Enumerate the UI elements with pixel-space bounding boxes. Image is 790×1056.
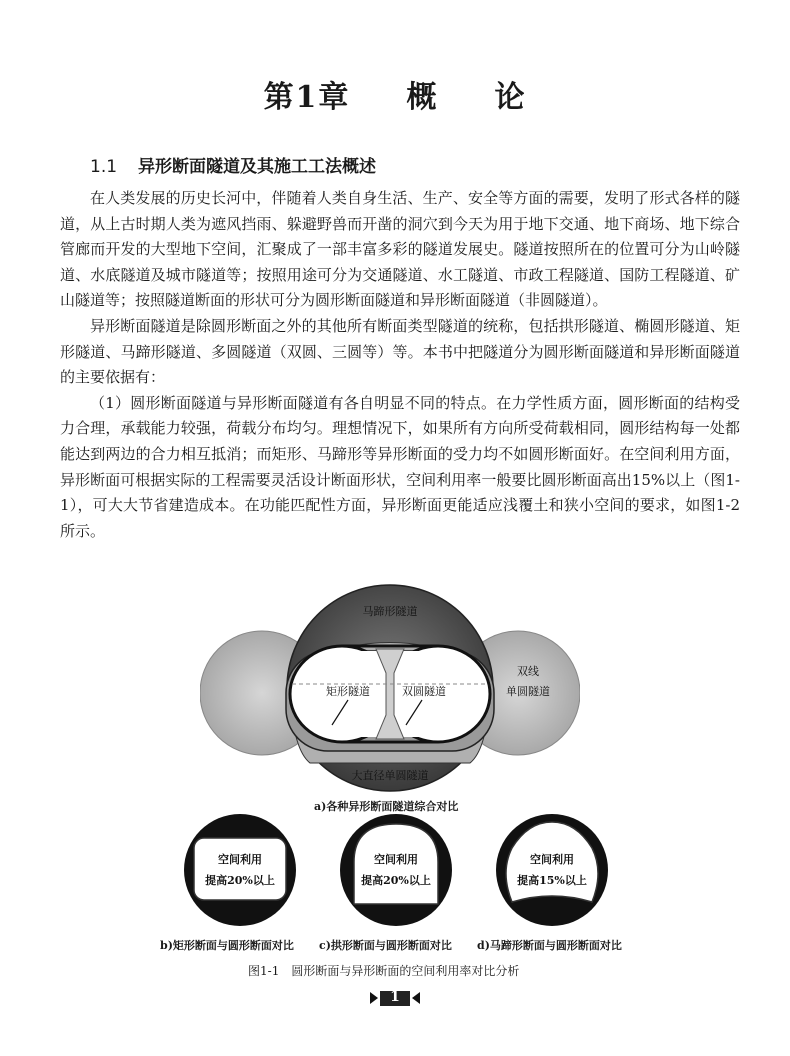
panel-c-line1: 空间利用 xyxy=(374,853,418,866)
chapter-word-1: 概 xyxy=(406,80,439,115)
section-heading xyxy=(90,152,376,177)
label-twin-line1: 双线 xyxy=(517,665,539,678)
page-number-block xyxy=(360,988,430,1008)
chapter-word-2: 论 xyxy=(494,80,527,115)
panel-b-line2: 提高20%以上 xyxy=(205,874,275,887)
paragraph-1: 在人类发展的历史长河中，伴随着人类自身生活、生产、安全等方面的需要，发明了形式各样的隧道，从上古时期人类为遮风挡雨、躲避野兽而开凿的洞穴到今天为用于地下交通、地下商场、地下综合管廊而开发的大型地下空间，汇聚成了一部丰富多彩的隧道发展史。隧道按照所在的位置可分为山岭隧道、水底隧道及城市隧道等；按照用途可分为交通隧道、水工隧道、市政工程隧道、国防工程隧道、矿山隧道等；按照隧道断面的形状可分为圆形断面隧道和异形断面隧道（非圆隧道）。 xyxy=(60,189,740,310)
chapter-prefix: 第1章 xyxy=(263,80,351,115)
panel-d-line2: 提高15%以上 xyxy=(517,874,587,887)
chapter-title xyxy=(0,72,790,116)
label-twin-line2: 单圆隧道 xyxy=(506,685,550,698)
panel-d-line1: 空间利用 xyxy=(530,853,574,866)
label-large-diameter: 大直径单圆隧道 xyxy=(351,769,429,782)
section-title: 异形断面隧道及其施工工法概述 xyxy=(138,157,376,177)
figure-caption: 图1-1 圆形断面与异形断面的空间利用率对比分析 xyxy=(248,964,520,978)
panel-c-diagram xyxy=(336,812,456,932)
caption-a: a)各种异形断面隧道综合对比 xyxy=(314,800,459,813)
label-rectangular: 矩形隧道 xyxy=(326,685,370,698)
body-text xyxy=(60,186,740,544)
page-number: 1 xyxy=(390,989,400,1005)
panel-b-diagram xyxy=(180,812,300,932)
paragraph-2: 异形断面隧道是除圆形断面之外的其他所有断面类型隧道的统称，包括拱形隧道、椭圆形隧道、矩形隧道、马蹄形隧道、多圆隧道（双圆、三圆等）等。本书中把隧道分为圆形断面隧道和异形断面隧道的主要依据有： xyxy=(60,316,740,387)
label-double-circle: 双圆隧道 xyxy=(402,685,446,698)
caption-c: c)拱形断面与圆形断面对比 xyxy=(319,939,452,952)
caption-b: b)矩形断面与圆形断面对比 xyxy=(160,939,294,952)
section-number: 1.1 xyxy=(90,157,118,177)
paragraph-3: （1）圆形断面隧道与异形断面隧道有各自明显不同的特点。在力学性质方面，圆形断面的结构受力合理，承载能力较强，荷载分布均匀。理想情况下，如果所有方向所受荷载相同，圆形结构每一处都能达到两边的合力相互抵消；而矩形、马蹄形等异形断面的受力均不如圆形断面好。在空间利用方面，异形断面可根据实际的工程需要灵活设计断面形状，空间利用率一般要比圆形断面高出15%以上（图1-1），可大大节省建造成本。在功能匹配性方面，异形断面更能适应浅覆土和狭小空间的要求，如图1-2所示。 xyxy=(60,393,740,540)
tunnel-comparison-diagram xyxy=(200,583,580,793)
panel-d-diagram xyxy=(492,812,612,932)
label-horseshoe: 马蹄形隧道 xyxy=(362,605,418,618)
panel-c-line2: 提高20%以上 xyxy=(361,874,431,887)
caption-d: d)马蹄形断面与圆形断面对比 xyxy=(477,939,622,952)
panel-b-line1: 空间利用 xyxy=(218,853,262,866)
